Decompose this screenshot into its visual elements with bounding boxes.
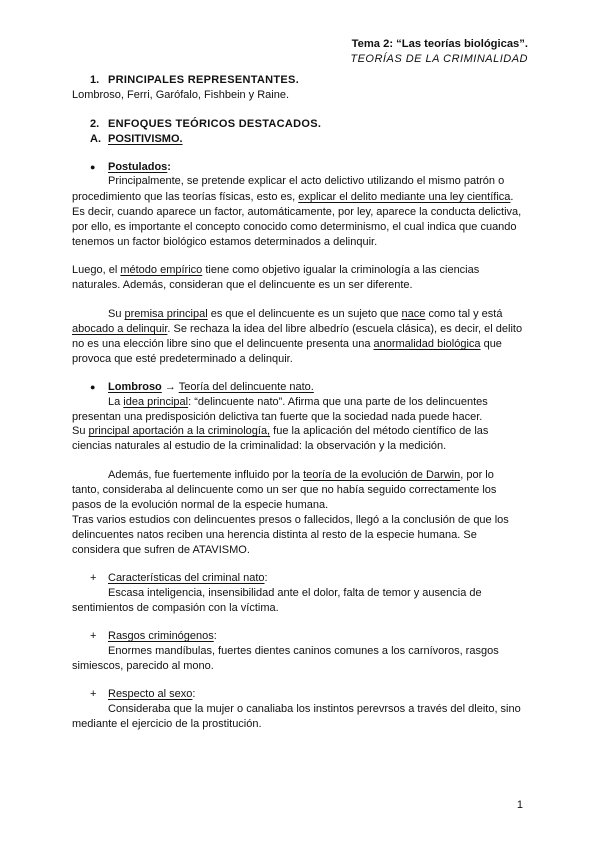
section2-sub-letter: A.: [90, 133, 101, 145]
postulados-label-line: [108, 160, 171, 174]
section1-number: 1.: [90, 74, 100, 86]
subitem-heading: [108, 571, 268, 585]
text-span: que: [480, 338, 502, 350]
section2-number: 2.: [90, 118, 100, 130]
underlined-text: método empírico: [120, 264, 203, 276]
subitem-label: Características del criminal nato: [108, 572, 265, 584]
text-span: fue la aplicación del método científico de las: [270, 425, 489, 437]
paragraph-line: [72, 263, 479, 277]
plus-icon: +: [90, 630, 97, 642]
underlined-text: idea principal: [123, 396, 189, 408]
underlined-text: anormalidad biológica: [373, 338, 481, 350]
paragraph-line: [108, 468, 494, 482]
bullet-icon: ●: [90, 162, 96, 172]
paragraph-line: Consideraba que la mujer o canaliaba los instintos perevrsos a través del dleito, sino: [108, 703, 521, 715]
underlined-text: nace: [401, 308, 426, 320]
text-span: : “delincuente nato”. Afirma que una parte de los delincuentes: [188, 396, 488, 408]
text-span: Su: [108, 308, 125, 320]
paragraph-line: [72, 424, 488, 438]
paragraph-line: [108, 307, 502, 321]
text-span: :: [192, 688, 196, 700]
subitem-heading: [108, 629, 217, 643]
section2-heading: ENFOQUES TEÓRICOS DESTACADOS.: [108, 118, 322, 130]
paragraph-line: tanto, consideraba al delincuente como un ser que no había seguido correctamente los: [72, 484, 497, 496]
text-span: Luego, el: [72, 264, 121, 276]
paragraph-line: [72, 337, 502, 351]
lombroso-theory: Teoría del delincuente nato.: [178, 381, 314, 393]
paragraph-line: tenemos un factor biológico estamos determinados a delinquir.: [72, 236, 378, 248]
plus-icon: +: [90, 688, 97, 700]
postulados-label: Postulados: [108, 161, 168, 173]
page-number: 1: [516, 799, 523, 811]
section1-text: Lombroso, Ferri, Garófalo, Fishbein y Raine.: [72, 89, 290, 101]
paragraph-line: Tras varios estudios con delincuentes presos o fallecidos, llegó a la conclusión de que los: [72, 514, 509, 526]
text-span: . Se rechaza la idea del libre albedrío (escuela clásica), es decir, el delito: [167, 323, 523, 335]
text-span: procedimiento que las teorías físicas, esto es,: [72, 191, 299, 203]
paragraph-line: naturales. Además, consideran que el delincuente es un ser diferente.: [72, 279, 413, 291]
lombroso-heading-line: [108, 380, 314, 394]
paragraph-line: [108, 395, 488, 409]
text-span: es que el delincuente es un sujeto que: [207, 308, 402, 320]
paragraph-line: [72, 322, 522, 336]
section2-sub-heading: POSITIVISMO.: [108, 133, 183, 145]
underlined-text: explicar el delito mediante una ley científica: [298, 191, 511, 203]
lombroso-label: Lombroso: [108, 381, 162, 393]
subitem-heading: [108, 687, 195, 701]
text-span: , por lo: [460, 469, 494, 481]
underlined-text: teoría de la evolución de Darwin: [303, 469, 461, 481]
text-span: tiene como objetivo igualar la criminología a las ciencias: [202, 264, 480, 276]
section1-heading: PRINCIPALES REPRESENTANTES.: [108, 74, 300, 86]
paragraph-line: [72, 190, 513, 204]
subitem-label: Respecto al sexo: [108, 688, 193, 700]
text-span: no es una elección libre sino que el delincuente presenta una: [72, 338, 374, 350]
text-span: Su: [72, 425, 89, 437]
underlined-text: principal aportación a la criminología,: [88, 425, 271, 437]
paragraph-line: mediante el ejercicio de la prostitución.: [72, 718, 262, 730]
paragraph-line: ciencias naturales al estudio de la criminalidad: la observación y la medición.: [72, 440, 447, 452]
text-span: La: [108, 396, 124, 408]
underlined-text: abocado a delinquir: [72, 323, 168, 335]
paragraph-line: Enormes mandíbulas, fuertes dientes caninos comunes a los carnívoros, rasgos: [108, 645, 499, 657]
paragraph-line: delincuentes natos reciben una herencia distinta al resto de la especie humana. Se: [72, 529, 477, 541]
paragraph-line: simiescos, parecido al mono.: [72, 660, 214, 672]
text-span: .: [510, 191, 514, 203]
text-span: :: [264, 572, 268, 584]
paragraph-line: Escasa inteligencia, insensibilidad ante el dolor, falta de temor y ausencia de: [108, 587, 482, 599]
postulados-colon: :: [167, 161, 171, 173]
paragraph-line: considera que sufren de ATAVISMO.: [72, 544, 250, 556]
paragraph-line: Principalmente, se pretende explicar el acto delictivo utilizando el mismo patrón o: [108, 175, 505, 187]
paragraph-line: por ello, es importante el concepto conocido como determinismo, el cual indica que cuando: [72, 221, 517, 233]
paragraph-line: pasos de la evolución normal de la especie humana.: [72, 499, 329, 511]
text-span: :: [213, 630, 217, 642]
paragraph-line: provoca que esté predeterminado a delinquir.: [72, 353, 293, 365]
plus-icon: +: [90, 572, 97, 584]
arrow-icon: →: [161, 381, 179, 393]
paragraph-line: Es decir, cuando aparece un factor, automáticamente, por ley, aparece la conducta delictiva,: [72, 206, 522, 218]
paragraph-line: sentimientos de compasión con la víctima.: [72, 602, 279, 614]
bullet-icon: ●: [90, 382, 96, 392]
text-span: Además, fue fuertemente influido por la: [108, 469, 304, 481]
underlined-text: premisa principal: [124, 308, 208, 320]
document-subtitle: TEORÍAS DE LA CRIMINALIDAD: [350, 53, 528, 65]
subitem-label: Rasgos criminógenos: [108, 630, 214, 642]
text-span: como tal y está: [425, 308, 503, 320]
paragraph-line: presentan una predisposición delictiva tan fuerte que la sociedad nada puede hacer.: [72, 411, 483, 423]
document-title: Tema 2: “Las teorías biológicas”.: [351, 38, 528, 50]
